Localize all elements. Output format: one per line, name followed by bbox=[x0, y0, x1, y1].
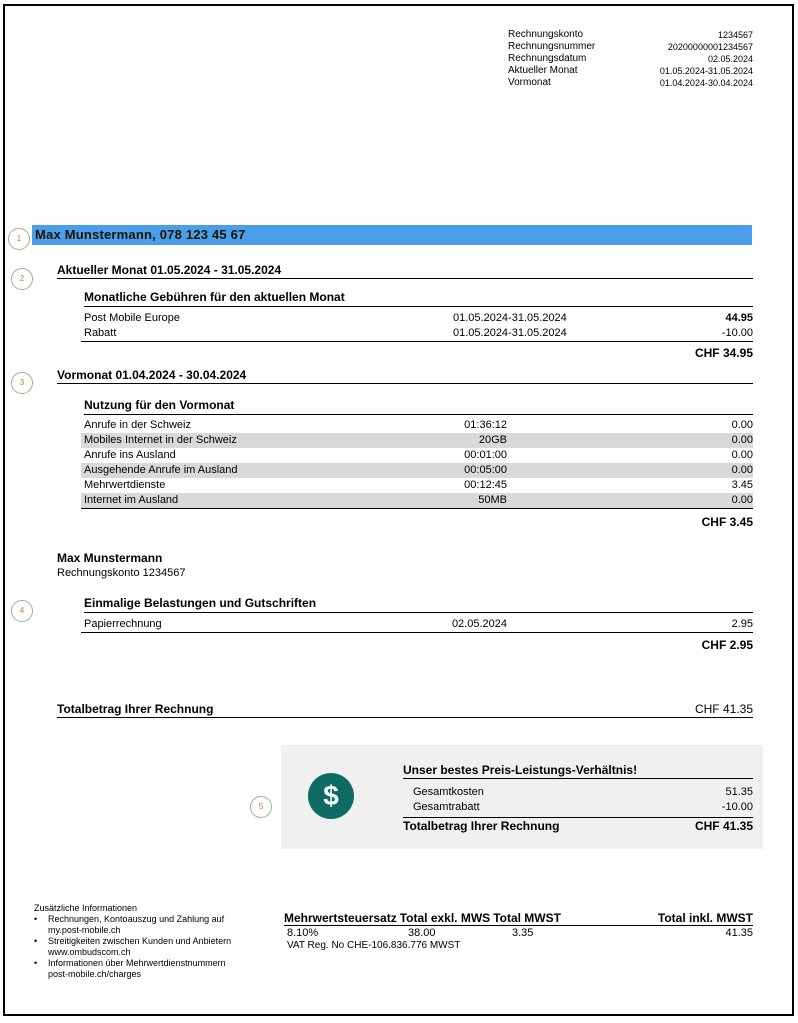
grand-total-label: Totalbetrag Ihrer Rechnung bbox=[57, 702, 214, 716]
meta-label: Rechnungskonto bbox=[508, 29, 584, 40]
meta-label: Vormonat bbox=[508, 77, 551, 88]
promo-row bbox=[413, 801, 753, 813]
row-usage: 00:01:00 bbox=[464, 449, 507, 461]
footer-info-link[interactable]: post-mobile.ch/charges bbox=[48, 969, 142, 979]
table-row bbox=[81, 311, 753, 326]
row-label: Mehrwertdienste bbox=[84, 479, 166, 491]
dollar-icon: $ bbox=[308, 773, 354, 819]
vat-header: Total exkl. MWS bbox=[399, 911, 491, 925]
table-row bbox=[81, 463, 753, 478]
meta-value: 01.05.2024-31.05.2024 bbox=[659, 66, 753, 76]
current-month-total: CHF 34.95 bbox=[694, 346, 753, 360]
grand-total-value: CHF 41.35 bbox=[694, 702, 753, 716]
promo-box bbox=[281, 745, 763, 849]
row-usage: 00:12:45 bbox=[464, 479, 507, 491]
current-month-table bbox=[81, 311, 753, 342]
vat-value: 8.10% bbox=[287, 927, 319, 939]
footer-info-link[interactable]: my.post-mobile.ch bbox=[48, 925, 121, 935]
row-amount: 0.00 bbox=[731, 434, 753, 446]
table-row bbox=[81, 433, 753, 448]
vat-header-row bbox=[284, 911, 753, 926]
footer-info-title: Zusätzliche Informationen bbox=[34, 903, 138, 913]
invoice-meta bbox=[508, 29, 753, 89]
row-label: Internet im Ausland bbox=[84, 494, 179, 506]
vat-value-row bbox=[284, 926, 753, 940]
vat-value: 3.35 bbox=[512, 927, 534, 939]
meta-row bbox=[508, 53, 753, 65]
previous-month-subheading: Nutzung für den Vormonat bbox=[84, 398, 753, 415]
footer-info-line: Rechnungen, Kontoauszug und Zahlung auf bbox=[48, 914, 225, 924]
table-row bbox=[81, 493, 753, 508]
meta-value: 01.04.2024-30.04.2024 bbox=[659, 78, 753, 88]
promo-row bbox=[413, 786, 753, 798]
promo-row-label: Gesamtkosten bbox=[413, 786, 484, 798]
vat-header: Total inkl. MWST bbox=[657, 911, 753, 925]
promo-title: Unser bestes Preis-Leistungs-Verhältnis! bbox=[403, 763, 753, 779]
row-amount: 0.00 bbox=[731, 449, 753, 461]
row-usage: 20GB bbox=[478, 434, 507, 446]
row-date: 02.05.2024 bbox=[451, 618, 507, 630]
previous-month-total: CHF 3.45 bbox=[701, 515, 753, 529]
meta-label: Aktueller Monat bbox=[508, 65, 578, 76]
table-row bbox=[81, 418, 753, 433]
row-label: Post Mobile Europe bbox=[84, 312, 180, 324]
marker-5: 5 bbox=[250, 796, 272, 818]
onetime-table bbox=[81, 617, 753, 633]
table-row bbox=[81, 478, 753, 493]
meta-value: 20200000001234567 bbox=[667, 42, 753, 52]
vat-header: Mehrwertsteuersatz bbox=[284, 911, 397, 925]
vat-value: 41.35 bbox=[725, 927, 753, 939]
meta-value: 1234567 bbox=[717, 30, 753, 40]
row-label: Ausgehende Anrufe im Ausland bbox=[84, 464, 238, 476]
promo-row-value: 51.35 bbox=[725, 786, 753, 798]
footer-info-line: Streitigkeiten zwischen Kunden und Anbietern bbox=[48, 936, 232, 946]
row-period: 01.05.2024-31.05.2024 bbox=[453, 327, 567, 339]
meta-row bbox=[508, 29, 753, 41]
marker-2: 2 bbox=[11, 268, 33, 290]
invoice-page bbox=[3, 4, 794, 1016]
row-amount: -10.00 bbox=[721, 327, 753, 339]
current-month-heading: Aktueller Monat 01.05.2024 - 31.05.2024 bbox=[57, 263, 753, 279]
grand-total-row bbox=[57, 702, 753, 718]
meta-value: 02.05.2024 bbox=[707, 54, 753, 64]
row-label: Rabatt bbox=[84, 327, 117, 339]
meta-row bbox=[508, 41, 753, 53]
footer-info-line: Informationen über Mehrwertdienstnummern bbox=[48, 958, 226, 968]
vat-reg: VAT Reg. No CHE-106.836.776 MWST bbox=[287, 940, 461, 951]
current-month-subheading: Monatliche Gebühren für den aktuellen Monat bbox=[84, 290, 753, 307]
onetime-total: CHF 2.95 bbox=[701, 638, 753, 652]
vat-header: Total MWST bbox=[493, 911, 561, 925]
marker-3: 3 bbox=[11, 372, 33, 394]
promo-total-value: CHF 41.35 bbox=[694, 819, 753, 833]
customer-account: Rechnungskonto 1234567 bbox=[57, 567, 186, 579]
marker-1: 1 bbox=[8, 228, 30, 250]
table-row bbox=[81, 448, 753, 463]
row-amount: 0.00 bbox=[731, 494, 753, 506]
vat-value: 38.00 bbox=[408, 927, 436, 939]
row-label: Papierrechnung bbox=[84, 618, 162, 630]
meta-row bbox=[508, 65, 753, 77]
onetime-subheading: Einmalige Belastungen und Gutschriften bbox=[84, 596, 753, 613]
row-usage: 50MB bbox=[478, 494, 507, 506]
promo-row-label: Gesamtrabatt bbox=[413, 801, 480, 813]
meta-label: Rechnungsnummer bbox=[508, 41, 596, 52]
row-amount: 0.00 bbox=[731, 464, 753, 476]
footer-info bbox=[34, 903, 274, 980]
row-period: 01.05.2024-31.05.2024 bbox=[453, 312, 567, 324]
row-amount: 0.00 bbox=[731, 419, 753, 431]
promo-total-label: Totalbetrag Ihrer Rechnung bbox=[403, 819, 560, 833]
marker-4: 4 bbox=[11, 600, 33, 622]
row-usage: 01:36:12 bbox=[464, 419, 507, 431]
row-usage: 00:05:00 bbox=[464, 464, 507, 476]
footer-info-item: • Rechnungen, Kontoauszug und Zahlung auf my.post-mobile.ch bbox=[34, 914, 225, 935]
footer-info-item: • Streitigkeiten zwischen Kunden und Anbietern www.ombudscom.ch bbox=[34, 936, 232, 957]
previous-month-heading: Vormonat 01.04.2024 - 30.04.2024 bbox=[57, 368, 753, 384]
row-amount: 2.95 bbox=[731, 618, 753, 630]
row-label: Mobiles Internet in der Schweiz bbox=[84, 434, 237, 446]
row-amount: 3.45 bbox=[731, 479, 753, 491]
customer-name-bar: Max Munstermann, 078 123 45 67 bbox=[32, 225, 752, 245]
row-label: Anrufe ins Ausland bbox=[84, 449, 176, 461]
footer-info-item: • Informationen über Mehrwertdienstnummern post-mobile.ch/charges bbox=[34, 958, 226, 979]
table-row bbox=[81, 617, 753, 632]
meta-row bbox=[508, 77, 753, 89]
footer-info-link[interactable]: www.ombudscom.ch bbox=[48, 947, 131, 957]
row-label: Anrufe in der Schweiz bbox=[84, 419, 191, 431]
promo-total-row bbox=[403, 817, 753, 833]
meta-label: Rechnungsdatum bbox=[508, 53, 587, 64]
table-row bbox=[81, 326, 753, 341]
row-amount: 44.95 bbox=[725, 312, 753, 324]
vat-table bbox=[284, 911, 753, 951]
customer-name: Max Munstermann bbox=[57, 551, 163, 565]
promo-row-value: -10.00 bbox=[721, 801, 753, 813]
previous-month-table bbox=[81, 418, 753, 509]
